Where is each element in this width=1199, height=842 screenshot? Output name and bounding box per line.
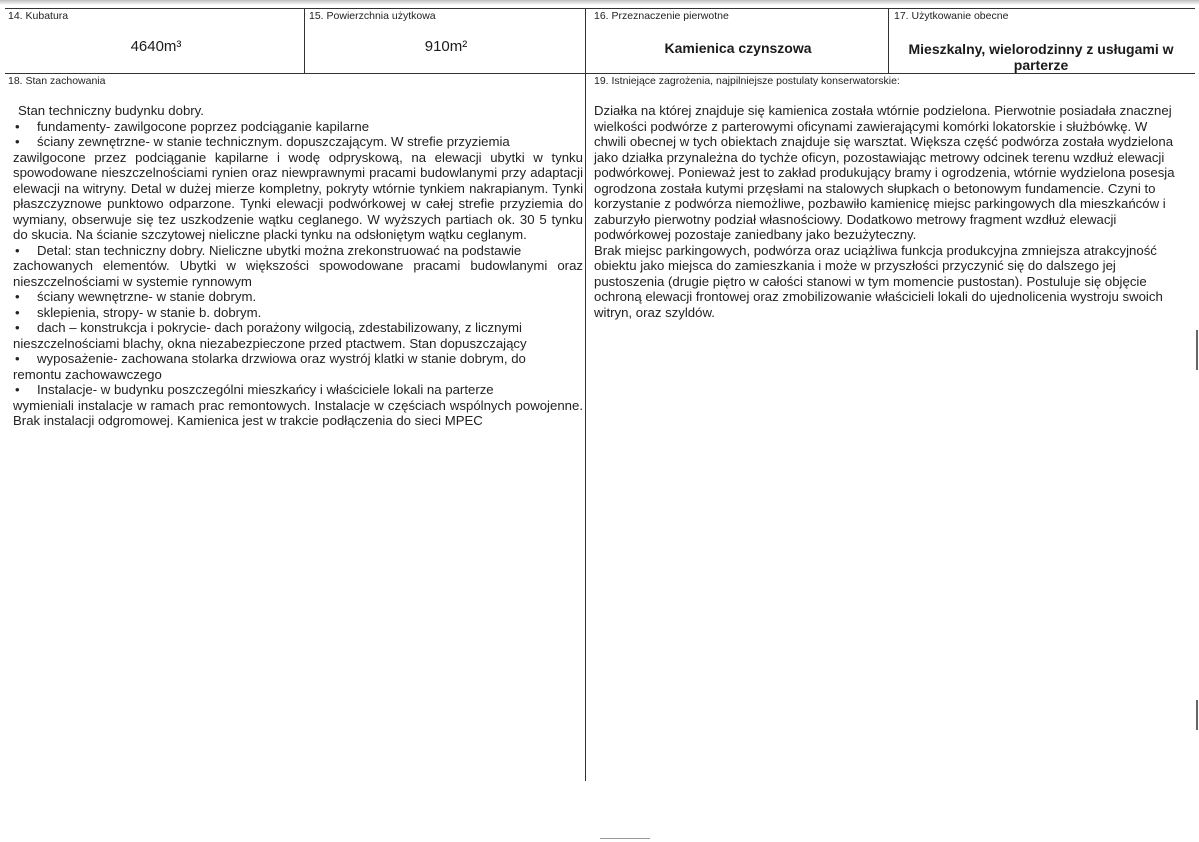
bullet-icon: • (15, 118, 20, 134)
field-17-label: 17. Użytkowanie obecne (894, 10, 1009, 22)
section-19-label: 19. Istniejące zagrożenia, najpilniejsze postulaty konserwatorskie: (594, 75, 900, 87)
header-row-bottom-border (5, 73, 1195, 74)
field-16-label: 16. Przeznaczenie pierwotne (594, 10, 729, 22)
section-19-paragraph: Brak miejsc parkingowych, podwórza oraz uciążliwa funkcja produkcyjna zmniejsza atrakcyjność obiektu jako miejsca do zamieszkania i może w przyszłości przyczynić się do dalszego jej pustoszenia (drugie piętro w całości stanowi w tym momencie pustostan). Postuluje się objęcie ochroną elewacji frontowej oraz zmobilizowanie właścicieli lokali do ujednolicenia wystroju swoich witryn, oraz szyldów. (594, 242, 1163, 320)
list-item: • sklepienia, stropy- w stanie b. dobrym. (15, 304, 262, 320)
section-18-body (13, 103, 583, 429)
list-item: • Detal: stan techniczny dobry. Nieliczne ubytki można zrekonstruować na podstawie (15, 242, 522, 258)
scan-top-edge (0, 0, 1199, 5)
bullet-icon: • (15, 134, 20, 149)
list-item: • Instalacje- w budynku poszczególni mieszkańcy i właściciele lokali na parterze (15, 382, 494, 397)
table-top-border (5, 8, 1195, 9)
section-19-body (594, 103, 1179, 320)
bullet-icon: • (15, 242, 20, 258)
field-17-value: Mieszkalny, wielorodzinny z usługami w parterze (908, 41, 1174, 73)
field-14-label: 14. Kubatura (8, 10, 69, 22)
scan-edge-mark (1196, 700, 1198, 730)
center-divider (585, 8, 586, 781)
section-18-intro: Stan techniczny budynku dobry. (18, 103, 204, 118)
field-14-value: 4640m³ (130, 38, 182, 55)
bullet-icon: • (15, 289, 20, 304)
list-item: • wyposażenie- zachowana stolarka drzwiowa oraz wystrój klatki w stanie dobrym, do (15, 351, 526, 366)
list-item-continuation: zachowanych elementów. Ubytki w większości spowodowane pracami budowlanymi oraz nieszczelnościami w systemie rynnowym (13, 258, 583, 289)
list-item: • dach – konstrukcja i pokrycie- dach porażony wilgocią, zdestabilizowany, z licznymi (15, 320, 522, 335)
list-item-continuation: remontu zachowawczego (13, 366, 162, 382)
field-16-value: Kamienica czynszowa (664, 40, 812, 56)
list-item-continuation: zawilgocone przez podciąganie kapilarne i wodę odpryskową, na elewacji ubytki w tynku spowodowane nieszczelnościami rynien oraz niewprawnymi pracami budowlanymi przy adaptacji elewacji na witryny. Detal w dużej mierze kompletny, pokryty wtórnie tynkiem nakrapianym. Tynki płaszczyznowe punktowo odparzone. Tynki elewacji podwórkowej w całej strefie przyziemia do wymiany, obserwuje się tez uszkodzenie wątku ceglanego. W wyższych partiach ok. 30 5 tynku do skucia. Na ścianie szczytowej nieliczne placki tynku na odsłoniętym wątku ceglanym. (13, 149, 583, 242)
field-15-value: 910m² (424, 38, 468, 55)
list-item: • ściany wewnętrzne- w stanie dobrym. (15, 289, 257, 304)
divider-14-15 (304, 8, 305, 74)
list-item: • ściany zewnętrzne- w stanie technicznym. dopuszczającym. W strefie przyziemia (15, 134, 510, 149)
bullet-icon: • (15, 382, 20, 397)
list-item: • fundamenty- zawilgocone poprzez podciąganie kapilarne (15, 118, 370, 134)
section-19-paragraph: Działka na której znajduje się kamienica została wtórnie podzielona. Pierwotnie posiadała znacznej wielkości podwórze z parterowymi oficynami zawierającymi komórki lokatorskie i służbówkę. W chwili obecnej w tych obiektach znajduje się warsztat. Większa część podwórza została wydzielona jako działka przynależna do tychże oficyn, pozostawiając metrowy odcinek terenu wzdłuż elewacji podwórkowej. Ponieważ jest to zakład produkujący bramy i ogrodzenia, wtórnie wydzielona posesja ogrodzona została kutymi przęsłami na stalowych słupkach o betonowym fundamencie. Czyni to korzystanie z podwórza niemożliwe, pozbawiło kamienicę miejsc parkingowych dla mieszkańców i zaburzyło pierwotny podział własnościowy. Dodatkowo metrowy fragment wzdłuż elewacji podwórkowej pozostaje zaniedbany jako bezużyteczny. (594, 103, 1175, 242)
scan-edge-mark (1196, 330, 1198, 370)
list-item-continuation: nieszczelnościami blachy, okna niezabezpieczone przed ptactwem. Stan dopuszczający (13, 335, 527, 351)
section-18-label: 18. Stan zachowania (8, 75, 106, 87)
bullet-icon: • (15, 320, 20, 335)
bullet-icon: • (15, 304, 20, 320)
divider-16-17 (888, 8, 889, 74)
scan-edge-mark (600, 838, 650, 839)
list-item-continuation: wymieniali instalacje w ramach prac remontowych. Instalacje w częściach wspólnych powojenne. Brak instalacji odgromowej. Kamienica jest w trakcie podłączenia do sieci MPEC (13, 397, 583, 428)
field-15-label: 15. Powierzchnia użytkowa (309, 10, 436, 22)
bullet-icon: • (15, 351, 20, 366)
